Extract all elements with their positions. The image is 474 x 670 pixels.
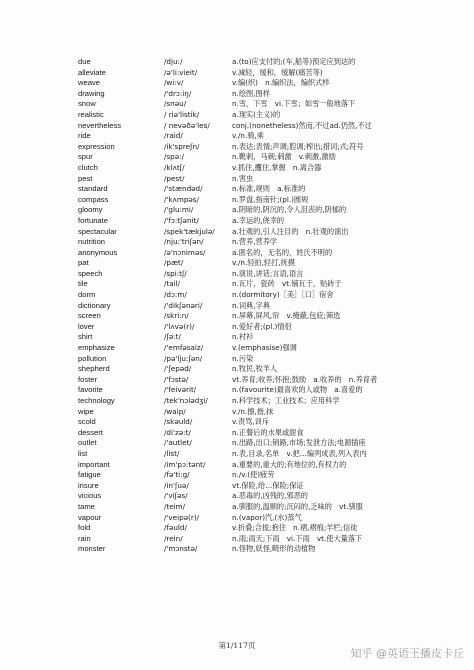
vocab-row	[78, 131, 468, 142]
vocab-definition: n.靴刺，马刺;刺激 v.刺激,激励	[232, 152, 336, 162]
vocab-word: emphasize	[78, 343, 115, 353]
vocab-definition: a.现实(主义)的	[232, 109, 281, 119]
vocab-row	[78, 470, 468, 481]
vocab-phonetic: /spi:tʃ/	[164, 268, 187, 278]
vocab-phonetic: /'dikʃənəri/	[164, 300, 203, 310]
vocab-row	[78, 216, 468, 227]
vocab-row	[78, 343, 468, 354]
vocab-phonetic: /fə'ti:g/	[164, 470, 190, 480]
vocab-phonetic: /skri:n/	[164, 311, 189, 321]
vocab-word: favorite	[78, 385, 103, 395]
vocab-row	[78, 237, 468, 248]
vocab-phonetic: /'kʌmpəs/	[164, 194, 199, 204]
vocab-phonetic: /dɔ:m/	[164, 290, 187, 300]
vocab-phonetic: /spə:/	[164, 152, 184, 162]
vocab-phonetic: /'fɔ:tʃənit/	[164, 215, 199, 225]
vocab-phonetic: /'drɔ:iŋ/	[164, 88, 192, 98]
vocab-row	[78, 407, 468, 418]
vocab-definition: n.营养,营养学	[232, 237, 278, 247]
vocab-row	[78, 110, 468, 121]
vocab-definition: a.阴暗的,阴沉的,令人沮丧的,阴郁的	[232, 205, 347, 215]
vocab-row	[78, 354, 468, 365]
vocab-definition: v.减轻，缓和，缓解(痛苦等)	[232, 67, 323, 77]
vocab-phonetic: /list/	[164, 448, 180, 458]
vocab-row	[78, 544, 468, 555]
vocab-row	[78, 428, 468, 439]
vocab-word: anonymous	[78, 247, 118, 257]
vocab-definition: n.雪，下雪 vi.下雪；如雪一般地落下	[232, 99, 356, 109]
vocab-phonetic: /ʃə:t/	[164, 332, 181, 342]
vocab-definition: a.(to)应支付的;(车,船等)预定应到达的	[232, 57, 356, 66]
vocab-row	[78, 385, 468, 396]
vocab-word: dictionary	[78, 300, 111, 310]
vocab-definition: n.词典,字典	[232, 300, 270, 310]
vocab-row	[78, 417, 468, 428]
vocab-definition: n.表,目录,名单 v.把…编列成表,列入表内	[232, 448, 367, 458]
vocab-phonetic: /'emfəsaiz/	[164, 343, 204, 353]
vocab-word: insure	[78, 480, 99, 490]
vocab-word: dorm	[78, 290, 96, 300]
vocab-phonetic: /ə'li:vieit/	[164, 67, 198, 77]
vocab-phonetic: /spek'tækjulə/	[164, 226, 215, 236]
vocab-phonetic: /im'pɔ:tənt/	[164, 459, 206, 469]
vocab-row	[78, 78, 468, 89]
vocab-row	[78, 279, 468, 290]
vocab-definition: a.恶毒的,凶残的,邪恶的	[232, 491, 308, 501]
vocab-word: spectacular	[78, 226, 117, 236]
vocab-word: fatigue	[78, 470, 101, 480]
vocab-row	[78, 523, 468, 534]
vocab-row	[78, 99, 468, 110]
vocab-row	[78, 68, 468, 79]
vocab-phonetic: /raid/	[164, 131, 183, 141]
vocab-word: realistic	[78, 109, 104, 119]
vocab-word: vicious	[78, 491, 102, 501]
vocab-definition: a.驯服的,温顺的;沉闷的,乏味的 vt.驯服	[232, 501, 363, 511]
vocab-definition: a.幸运的,侥幸的	[232, 215, 285, 225]
vocab-word: shepherd	[78, 364, 110, 374]
vocab-phonetic: /in'ʃuə/	[164, 480, 189, 490]
vocab-phonetic: /tail/	[164, 279, 181, 289]
vocab-row	[78, 290, 468, 301]
vocab-phonetic: /dju:/	[164, 57, 183, 66]
vocab-word: wipe	[78, 406, 94, 416]
vocab-row	[78, 311, 468, 322]
vocab-word: lover	[78, 321, 95, 331]
vocab-word: fold	[78, 523, 91, 533]
vocab-phonetic: /klʌtʃ/	[164, 162, 185, 172]
vocab-word: rain	[78, 533, 91, 543]
vocab-row	[78, 481, 468, 492]
vocab-definition: n./v.(使)疲劳	[232, 470, 275, 480]
vocab-row	[78, 375, 468, 386]
vocab-row	[78, 396, 468, 407]
vocab-definition: vt.养育;收养;怀抱;鼓励 a.收养的 n.养育者	[232, 374, 378, 384]
vocab-row	[78, 195, 468, 206]
vocab-definition: vt.保险,给…保险;保证	[232, 480, 304, 490]
vocab-definition: n.表达;表情;声调;腔调;榨出;措词;式;符号	[232, 141, 364, 151]
vocab-word: due	[78, 57, 91, 66]
vocab-definition: n.(favourite)最喜欢的人或物 a.喜爱的	[232, 385, 363, 395]
page-number: 第1/117页	[218, 641, 256, 650]
vocab-row	[78, 502, 468, 513]
vocab-phonetic: /tek'nɔlədʒi/	[164, 396, 208, 405]
vocab-word: clutch	[78, 162, 98, 172]
vocab-row	[78, 152, 468, 163]
vocab-definition: n.出路,出口;销路,市场;发泄方法;电源插座	[232, 438, 366, 448]
vocab-row	[78, 248, 468, 259]
vocab-word: monster	[78, 544, 106, 554]
vocab-word: screen	[78, 311, 101, 321]
vocab-word: nutrition	[78, 237, 106, 247]
vocab-definition: n.标准,规则 a.标准的	[232, 184, 306, 194]
vocab-word: shirt	[78, 332, 93, 342]
vocab-definition: v.编(织) n.编织法，编织式样	[232, 78, 330, 88]
vocab-phonetic: /wi:v/	[164, 78, 184, 88]
vocab-word: weave	[78, 78, 100, 88]
vocab-word: outlet	[78, 438, 97, 448]
vocab-row	[78, 449, 468, 460]
vocab-word: alleviate	[78, 67, 106, 77]
vocab-phonetic: /nju:'triʃən/	[164, 237, 204, 247]
vocab-definition: n.污染	[232, 353, 254, 363]
vocab-word: snow	[78, 99, 96, 109]
vocab-definition: v./n.擦,揩,抹	[232, 406, 274, 416]
vocab-phonetic: /di'zə:t/	[164, 427, 191, 437]
vocab-row	[78, 364, 468, 375]
vocab-definition: n.(vapor)汽,(水)蒸气	[232, 512, 302, 522]
vocab-definition: v.(emphasise)强调	[232, 343, 297, 353]
vocab-row	[78, 89, 468, 100]
vocab-word: scold	[78, 417, 96, 427]
vocab-row	[78, 258, 468, 269]
vocab-phonetic: /pə'lju:ʃən/	[164, 353, 203, 363]
vocab-row	[78, 301, 468, 312]
vocab-definition: n.屏幕,屏风,帘 v.掩蔽,包庇;筛选	[232, 311, 341, 321]
vocab-word: speech	[78, 268, 103, 278]
vocab-word: dessert	[78, 427, 103, 437]
watermark: 知乎 @英语王播皮卡丘	[350, 647, 464, 660]
vocab-definition: v./n.骑,乘	[232, 131, 264, 141]
vocab-phonetic: /'ʃepəd/	[164, 364, 192, 374]
vocab-row	[78, 322, 468, 333]
vocab-definition: a.匿名的，无名的，姓氏不明的	[232, 247, 333, 257]
vocab-definition: n.演说,讲话;言语,语言	[232, 268, 304, 278]
vocab-row	[78, 121, 468, 132]
vocab-definition: n.罗盘,指南针;(pl.)圆规	[232, 194, 309, 204]
vocabulary-list	[78, 57, 468, 555]
vocab-definition: v.责骂,训斥	[232, 417, 270, 427]
vocab-definition: a.壮观的,引人注目的 n.壮观的演出	[232, 226, 349, 236]
vocab-phonetic: /snəu/	[164, 99, 187, 109]
vocab-phonetic: / riə'listik/	[164, 109, 200, 119]
vocab-row	[78, 227, 468, 238]
vocab-row	[78, 438, 468, 449]
vocab-row	[78, 142, 468, 153]
vocab-word: nevertheless	[78, 120, 122, 130]
vocab-row	[78, 174, 468, 185]
vocab-definition: n.害虫	[232, 173, 254, 183]
vocab-word: important	[78, 459, 110, 469]
vocab-phonetic: /'mɔnstə/	[164, 544, 198, 554]
vocab-definition: a.重要的,重大的;有地位的,有权力的	[232, 459, 347, 469]
vocab-definition: n.牧民,牧羊人	[232, 364, 278, 374]
vocab-definition: n.绘图,图样	[232, 88, 270, 98]
vocab-word: ride	[78, 131, 91, 141]
vocab-row	[78, 332, 468, 343]
vocab-word: pest	[78, 173, 93, 183]
vocab-phonetic: /'glu:mi/	[164, 205, 194, 215]
vocab-row	[78, 534, 468, 545]
vocab-definition: n.爱好者;(pl.)情侣	[232, 321, 292, 331]
vocab-row	[78, 460, 468, 471]
vocab-definition: n.正餐后的水果或甜食	[232, 427, 304, 437]
vocab-word: expression	[78, 141, 115, 151]
vocab-row	[78, 491, 468, 502]
vocab-phonetic: /'viʃəs/	[164, 491, 188, 501]
vocab-phonetic: /'autlet/	[164, 438, 192, 448]
vocab-phonetic: /'fɔstə/	[164, 374, 189, 384]
vocab-phonetic: /skəuld/	[164, 417, 193, 427]
vocab-word: drawing	[78, 88, 105, 98]
vocab-word: tame	[78, 501, 95, 511]
vocab-phonetic: /pæt/	[164, 258, 184, 268]
vocab-definition: n.衬衫	[232, 332, 254, 342]
vocab-word: spur	[78, 152, 93, 162]
vocab-row	[78, 513, 468, 524]
vocab-word: foster	[78, 374, 97, 384]
vocab-word: pollution	[78, 353, 107, 363]
vocab-word: standard	[78, 184, 108, 194]
vocab-definition: v.折叠;合拢;抱住 n.褶,褶痕;羊栏;信徒	[232, 523, 358, 533]
vocab-definition: n.科学技术；工业技术；应用科学	[232, 396, 340, 405]
vocab-phonetic: /ik'spreʃn/	[164, 141, 200, 151]
vocab-definition: v.抓住,攫住,掌握 n.离合器	[232, 162, 322, 172]
vocab-phonetic: /waip/	[164, 406, 186, 416]
vocab-row	[78, 163, 468, 174]
vocab-row	[78, 269, 468, 280]
vocab-phonetic: /'veipə(r)/	[164, 512, 200, 522]
vocab-definition: n.怪物,妖怪,畸形的动植物	[232, 544, 316, 554]
vocab-word: gloomy	[78, 205, 103, 215]
vocab-row	[78, 184, 468, 195]
vocab-phonetic: /'feivərit/	[164, 385, 197, 395]
vocab-word: pat	[78, 258, 89, 268]
vocab-definition: n.瓦片，瓷砖 vt.铺瓦于，贴砖于	[232, 279, 342, 289]
vocab-definition: conj.(nonetheless)然而,不过ad.仍然,不过	[232, 120, 372, 130]
vocab-word: fortunate	[78, 215, 108, 225]
vocab-phonetic: /pest/	[164, 173, 185, 183]
vocab-word: tile	[78, 279, 88, 289]
vocab-definition: n.(dormitory)［美］［口］宿舍	[232, 290, 334, 300]
vocab-definition: n.雨;雨天;下雨 vi.下雨 vt.使大量落下	[232, 533, 363, 543]
vocab-phonetic: /teim/	[164, 501, 186, 511]
vocab-word: list	[78, 448, 88, 458]
vocab-phonetic: /fəuld/	[164, 523, 187, 533]
vocab-phonetic: /rein/	[164, 533, 183, 543]
vocab-phonetic: /'lʌvə(r)/	[164, 321, 195, 331]
vocab-definition: v./n.轻拍,轻打,抚摸	[232, 258, 295, 268]
vocab-phonetic: /'stændəd/	[164, 184, 203, 194]
vocab-row	[78, 57, 468, 68]
vocab-phonetic: / nevəðə'les/	[164, 120, 210, 130]
vocab-word: vapour	[78, 512, 102, 522]
vocab-word: technology	[78, 396, 115, 405]
vocab-row	[78, 205, 468, 216]
vocab-phonetic: /ə'nɔniməs/	[164, 247, 206, 257]
vocab-word: compass	[78, 194, 109, 204]
